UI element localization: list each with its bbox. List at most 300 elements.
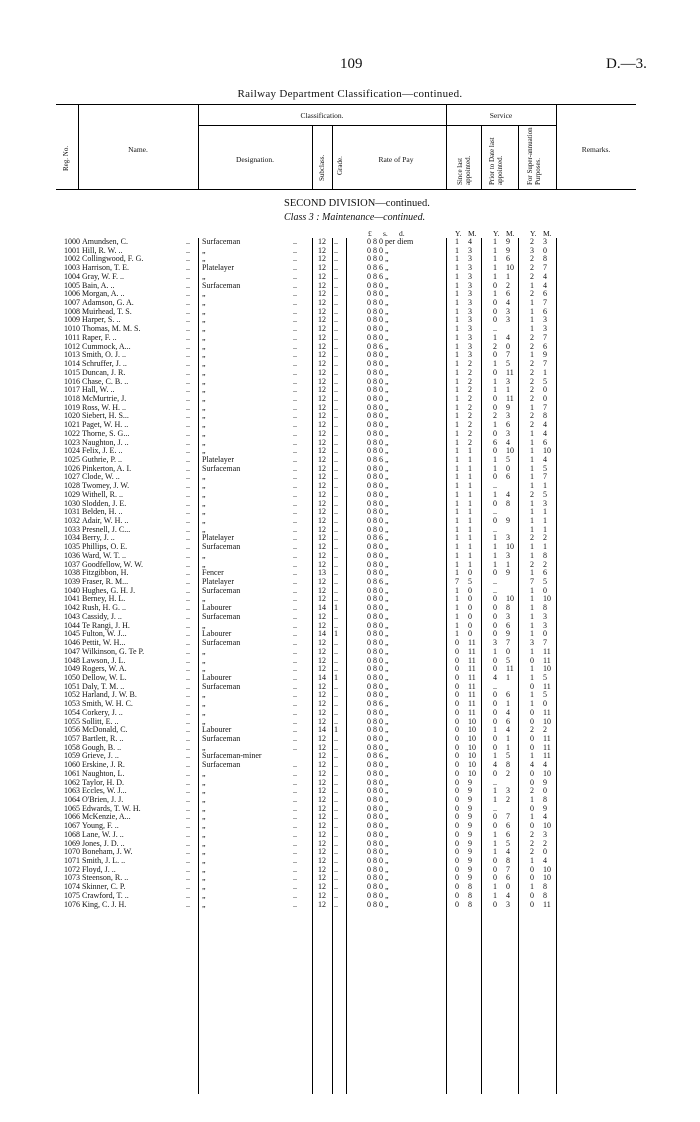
subclass: 12	[318, 594, 326, 604]
years-since: 0	[455, 699, 459, 709]
years-since: 0	[455, 672, 459, 682]
staff-name: Grieve, J. ..	[82, 751, 119, 761]
months-prior: 4	[506, 847, 510, 857]
staff-name: Ward, W. T. ..	[82, 550, 126, 560]
grade: ..	[334, 611, 338, 621]
months-super: 3	[543, 315, 547, 325]
subclass: 12	[318, 446, 326, 456]
reg-no: 1042	[64, 603, 80, 613]
months-since: 2	[468, 385, 472, 395]
rate-of-pay: 0 8 0 „	[367, 733, 389, 743]
leader-dots: ..	[293, 245, 297, 255]
leader-dots: ..	[293, 577, 297, 587]
subclass: 12	[318, 481, 326, 491]
unit-months-prior: M.	[506, 229, 515, 238]
unit-years-prior: Y.	[493, 229, 500, 238]
staff-name: Pinkerton, A. I.	[82, 463, 132, 473]
rate-of-pay: 0 8 0 „	[367, 498, 389, 508]
years-super: 1	[530, 646, 534, 656]
rate-of-pay: 0 8 0 „	[367, 611, 389, 621]
years-super: 1	[530, 472, 534, 482]
months-super: 11	[543, 899, 551, 909]
months-super: 4	[543, 856, 547, 866]
years-prior: 1	[493, 786, 497, 796]
years-since: 1	[455, 324, 459, 334]
reg-no: 1012	[64, 341, 80, 351]
years-super: 0	[530, 655, 534, 665]
reg-no: 1057	[64, 733, 80, 743]
grade: ..	[334, 821, 338, 831]
months-prior: 1	[506, 742, 510, 752]
subclass: 12	[318, 550, 326, 560]
grade: ..	[334, 332, 338, 342]
staff-name: Smith, J. L. ..	[82, 856, 126, 866]
designation: Surfaceman	[202, 237, 241, 246]
leader-dots: ..	[293, 263, 297, 273]
staff-name: Duncan, J. R.	[82, 367, 126, 377]
years-super: 1	[530, 620, 534, 630]
months-super: 9	[543, 803, 547, 813]
months-prior: 5	[506, 838, 510, 848]
months-prior: 4	[506, 890, 510, 900]
leader-dots: ..	[186, 420, 190, 430]
grade: ..	[334, 298, 338, 308]
months-prior: 11	[506, 393, 514, 403]
designation: „	[202, 768, 206, 778]
months-prior: 4	[506, 437, 510, 447]
leader-dots: ..	[293, 699, 297, 709]
rate-of-pay: 0 8 0 „	[367, 768, 389, 778]
years-super: 4	[530, 760, 534, 770]
grade: ..	[334, 690, 338, 700]
leader-dots: ..	[293, 620, 297, 630]
years-prior: ..	[493, 507, 497, 517]
months-since: 10	[468, 742, 476, 752]
designation: „	[202, 873, 206, 883]
months-prior: 3	[506, 428, 510, 438]
years-super: 2	[530, 725, 534, 735]
subclass: 12	[318, 585, 326, 595]
staff-name: Steenson, R. ..	[82, 873, 129, 883]
years-super: 1	[530, 550, 534, 560]
years-since: 0	[455, 646, 459, 656]
months-super: 10	[543, 864, 551, 874]
months-since: 9	[468, 838, 472, 848]
years-super: 2	[530, 376, 534, 386]
years-since: 1	[455, 393, 459, 403]
months-prior: 4	[506, 489, 510, 499]
rate-of-pay: 0 8 0 „	[367, 603, 389, 613]
subclass: 12	[318, 611, 326, 621]
years-prior: ..	[493, 681, 497, 691]
rate-of-pay: 0 8 0 „	[367, 411, 389, 421]
years-since: 0	[455, 838, 459, 848]
grade: ..	[334, 559, 338, 569]
designation: „	[202, 899, 206, 909]
staff-name: Young, F. ..	[82, 821, 119, 831]
reg-no: 1005	[64, 280, 80, 290]
designation: „	[202, 646, 206, 656]
staff-name: Berry, J. ..	[82, 533, 115, 543]
designation: Surfaceman	[202, 280, 241, 290]
leader-dots: ..	[186, 577, 190, 587]
months-super: 1	[543, 367, 547, 377]
years-prior: 4	[493, 672, 497, 682]
rate-of-pay: 0 8 0 „	[367, 847, 389, 857]
rate-of-pay: 0 8 0 „	[367, 516, 389, 525]
name-heading: Name.	[128, 145, 148, 154]
years-super: 1	[530, 882, 534, 892]
grade: ..	[334, 437, 338, 447]
subclass: 12	[318, 899, 326, 909]
rate-of-pay: 0 8 0 „	[367, 585, 389, 595]
subclass: 12	[318, 289, 326, 299]
running-title: Railway Department Classification—continued.	[237, 88, 463, 100]
months-super: 2	[543, 725, 547, 735]
leader-dots: ..	[293, 393, 297, 403]
staff-name: Taylor, H. D.	[82, 777, 124, 787]
years-super: 1	[530, 454, 534, 464]
leader-dots: ..	[293, 306, 297, 316]
years-super: 0	[530, 777, 534, 787]
reg-no: 1035	[64, 542, 80, 552]
leader-dots: ..	[293, 254, 297, 264]
grade: ..	[334, 306, 338, 316]
leader-dots: ..	[293, 489, 297, 499]
months-since: 2	[468, 367, 472, 377]
grade: ..	[334, 838, 338, 848]
designation: Surfaceman	[202, 611, 241, 621]
months-since: 2	[468, 393, 472, 403]
leader-dots: ..	[186, 795, 190, 804]
reg-no: 1039	[64, 577, 80, 587]
leader-dots: ..	[293, 420, 297, 430]
rate-of-pay: 0 8 0 „	[367, 760, 389, 770]
years-prior: 1	[493, 289, 497, 299]
designation: „	[202, 472, 206, 482]
subclass: 12	[318, 655, 326, 665]
rate-of-pay: 0 8 0 „	[367, 821, 389, 831]
years-prior: 0	[493, 446, 497, 456]
months-prior: 6	[506, 690, 510, 700]
years-super: 1	[530, 672, 534, 682]
reg-no: 1023	[64, 437, 80, 447]
leader-dots: ..	[293, 611, 297, 621]
years-super: 1	[530, 795, 534, 804]
staff-name: Rogers, W. A.	[82, 664, 127, 674]
months-prior: 7	[506, 864, 510, 874]
reg-no: 1024	[64, 446, 80, 456]
leader-dots: ..	[186, 699, 190, 709]
designation: Surfaceman	[202, 542, 241, 552]
reg-no: 1022	[64, 428, 80, 438]
leader-dots: ..	[186, 829, 190, 839]
years-prior: ..	[493, 324, 497, 334]
reg-no: 1015	[64, 367, 80, 377]
leader-dots: ..	[293, 472, 297, 482]
years-prior: 0	[493, 594, 497, 604]
leader-dots: ..	[293, 280, 297, 290]
months-super: 3	[543, 620, 547, 630]
reg-no: 1010	[64, 324, 80, 334]
staff-name: Fitzgibbon, H.	[82, 568, 129, 578]
designation: „	[202, 507, 206, 517]
subclass: 12	[318, 882, 326, 892]
months-prior: 6	[506, 420, 510, 430]
rate-of-pay: 0 8 6 „	[367, 341, 389, 351]
designation: „	[202, 359, 206, 369]
months-since: 10	[468, 725, 476, 735]
staff-name: Gough, B. ..	[82, 742, 122, 752]
months-prior: 6	[506, 716, 510, 726]
years-prior: 2	[493, 411, 497, 421]
months-super: 7	[543, 332, 547, 342]
leader-dots: ..	[293, 681, 297, 691]
designation: „	[202, 332, 206, 342]
years-prior: 0	[493, 568, 497, 578]
reg-no: 1031	[64, 507, 80, 517]
subclass: 14	[318, 672, 326, 682]
grade: ..	[334, 428, 338, 438]
leader-dots: ..	[186, 254, 190, 264]
leader-dots: ..	[293, 838, 297, 848]
reg-no: 1013	[64, 350, 80, 360]
leader-dots: ..	[186, 428, 190, 438]
rate-of-pay: 0 8 0 „	[367, 324, 389, 334]
years-prior: 0	[493, 733, 497, 743]
months-super: 2	[543, 559, 547, 569]
years-since: 1	[455, 289, 459, 299]
years-super: 2	[530, 263, 534, 273]
years-prior: 1	[493, 751, 497, 761]
leader-dots: ..	[186, 341, 190, 351]
months-since: 11	[468, 646, 476, 656]
rate-of-pay: 0 8 0 „	[367, 856, 389, 866]
staff-name: Withell, R. ..	[82, 489, 124, 499]
subclass: 12	[318, 428, 326, 438]
staff-name: Fraser, R. M...	[82, 577, 129, 587]
rate-of-pay: 0 8 0 „	[367, 646, 389, 656]
grade: ..	[334, 245, 338, 255]
subclass: 12	[318, 760, 326, 770]
subclass: 12	[318, 263, 326, 273]
years-prior: 1	[493, 533, 497, 543]
months-prior: 7	[506, 350, 510, 360]
unit-months-super: M.	[543, 229, 552, 238]
subclass: 12	[318, 847, 326, 857]
months-prior: 10	[506, 446, 514, 456]
rate-of-pay: 0 8 0 „	[367, 629, 389, 639]
months-prior: 3	[506, 550, 510, 560]
years-since: 1	[455, 332, 459, 342]
years-prior: 0	[493, 716, 497, 726]
months-super: 6	[543, 306, 547, 316]
grade: ..	[334, 899, 338, 909]
staff-name: Chase, C. B. ..	[82, 376, 129, 386]
months-prior: 9	[506, 568, 510, 578]
years-since: 1	[455, 550, 459, 560]
months-since: 0	[468, 603, 472, 613]
years-since: 1	[455, 585, 459, 595]
designation: „	[202, 742, 206, 752]
months-super: 5	[543, 690, 547, 700]
leader-dots: ..	[293, 760, 297, 770]
years-since: 1	[455, 350, 459, 360]
subclass: 12	[318, 315, 326, 325]
leader-dots: ..	[186, 559, 190, 569]
grade: ..	[334, 795, 338, 804]
subclass: 12	[318, 359, 326, 369]
subclass: 12	[318, 332, 326, 342]
reg-no: 1034	[64, 533, 80, 543]
leader-dots: ..	[293, 716, 297, 726]
months-super: 11	[543, 733, 551, 743]
years-super: 2	[530, 385, 534, 395]
months-super: 10	[543, 594, 551, 604]
leader-dots: ..	[186, 237, 190, 246]
years-super: 1	[530, 350, 534, 360]
years-super: 0	[530, 716, 534, 726]
reg-no: 1060	[64, 760, 80, 770]
years-since: 0	[455, 890, 459, 900]
years-super: 1	[530, 611, 534, 621]
reg-no: 1008	[64, 306, 80, 316]
years-since: 0	[455, 733, 459, 743]
months-super: 2	[543, 838, 547, 848]
years-since: 0	[455, 873, 459, 883]
leader-dots: ..	[293, 498, 297, 508]
months-prior: 7	[506, 638, 510, 648]
rate-of-pay: 0 8 0 „	[367, 245, 389, 255]
designation: „	[202, 254, 206, 264]
months-since: 1	[468, 524, 472, 534]
years-since: 1	[455, 341, 459, 351]
staff-name: Phillips, O. E.	[82, 542, 128, 552]
reg-no: 1018	[64, 393, 80, 403]
years-super: 1	[530, 498, 534, 508]
years-since: 0	[455, 795, 459, 804]
months-prior: 1	[506, 733, 510, 743]
months-super: 8	[543, 254, 547, 264]
years-prior: ..	[493, 585, 497, 595]
subclass: 12	[318, 856, 326, 866]
reg-no: 1007	[64, 298, 80, 308]
years-since: 0	[455, 655, 459, 665]
staff-name: Siebert, H. S...	[82, 411, 129, 421]
superannuation-heading: For Super-annuation Purposes.	[526, 127, 542, 185]
months-since: 0	[468, 629, 472, 639]
reg-no: 1045	[64, 629, 80, 639]
months-prior: 6	[506, 289, 510, 299]
months-since: 9	[468, 856, 472, 866]
years-prior: 0	[493, 298, 497, 308]
leader-dots: ..	[293, 385, 297, 395]
months-super: 8	[543, 550, 547, 560]
leader-dots: ..	[186, 516, 190, 525]
grade: ..	[334, 803, 338, 813]
grade: ..	[334, 664, 338, 674]
designation: „	[202, 821, 206, 831]
years-super: 2	[530, 254, 534, 264]
leader-dots: ..	[186, 594, 190, 604]
leader-dots: ..	[186, 847, 190, 857]
reg-no: 1046	[64, 638, 80, 648]
leader-dots: ..	[293, 332, 297, 342]
years-super: 3	[530, 245, 534, 255]
years-prior: 0	[493, 699, 497, 709]
months-prior: 5	[506, 655, 510, 665]
years-since: 7	[455, 577, 459, 587]
designation: „	[202, 890, 206, 900]
leader-dots: ..	[186, 367, 190, 377]
subclass: 12	[318, 664, 326, 674]
leader-dots: ..	[186, 603, 190, 613]
years-since: 1	[455, 359, 459, 369]
years-prior: 0	[493, 498, 497, 508]
leader-dots: ..	[293, 856, 297, 866]
months-prior: 1	[506, 672, 510, 682]
months-prior: 3	[506, 411, 510, 421]
reg-no: 1002	[64, 254, 80, 264]
subclass: 12	[318, 306, 326, 316]
staff-name: McDonald, C.	[82, 725, 128, 735]
subclass: 12	[318, 367, 326, 377]
grade: ..	[334, 768, 338, 778]
months-super: 10	[543, 664, 551, 674]
reg-no: 1003	[64, 263, 80, 273]
subclass: 12	[318, 350, 326, 360]
years-super: 1	[530, 437, 534, 447]
subclass: 12	[318, 812, 326, 822]
reg-no: 1073	[64, 873, 80, 883]
subclass: 12	[318, 341, 326, 351]
years-super: 2	[530, 829, 534, 839]
leader-dots: ..	[186, 533, 190, 543]
leader-dots: ..	[186, 629, 190, 639]
subclass: 12	[318, 620, 326, 630]
months-since: 11	[468, 690, 476, 700]
years-prior: 0	[493, 603, 497, 613]
years-since: 1	[455, 306, 459, 316]
years-super: 1	[530, 315, 534, 325]
rate-of-pay: 0 8 0 per diem	[367, 237, 414, 246]
staff-name: Hill, R. W. ..	[82, 245, 123, 255]
reg-no: 1026	[64, 463, 80, 473]
reg-no: 1021	[64, 420, 80, 430]
rate-of-pay: 0 8 6 „	[367, 751, 389, 761]
leader-dots: ..	[186, 263, 190, 273]
reg-no: 1058	[64, 742, 80, 752]
years-prior: 1	[493, 385, 497, 395]
staff-name: Jones, J. D. ..	[82, 838, 125, 848]
staff-name: Erskine, J. R.	[82, 760, 125, 770]
staff-name: Cassidy, J. ..	[82, 611, 122, 621]
months-prior: 1	[506, 699, 510, 709]
months-since: 1	[468, 542, 472, 552]
years-since: 0	[455, 716, 459, 726]
rate-of-pay: 0 8 0 „	[367, 472, 389, 482]
years-since: 0	[455, 864, 459, 874]
years-super: 0	[530, 864, 534, 874]
months-since: 9	[468, 777, 472, 787]
staff-name: Naughton, L.	[82, 768, 125, 778]
grade: ..	[334, 350, 338, 360]
rate-of-pay: 0 8 0 „	[367, 489, 389, 499]
months-since: 9	[468, 829, 472, 839]
months-since: 11	[468, 681, 476, 691]
reg-no: 1040	[64, 585, 80, 595]
leader-dots: ..	[293, 516, 297, 525]
